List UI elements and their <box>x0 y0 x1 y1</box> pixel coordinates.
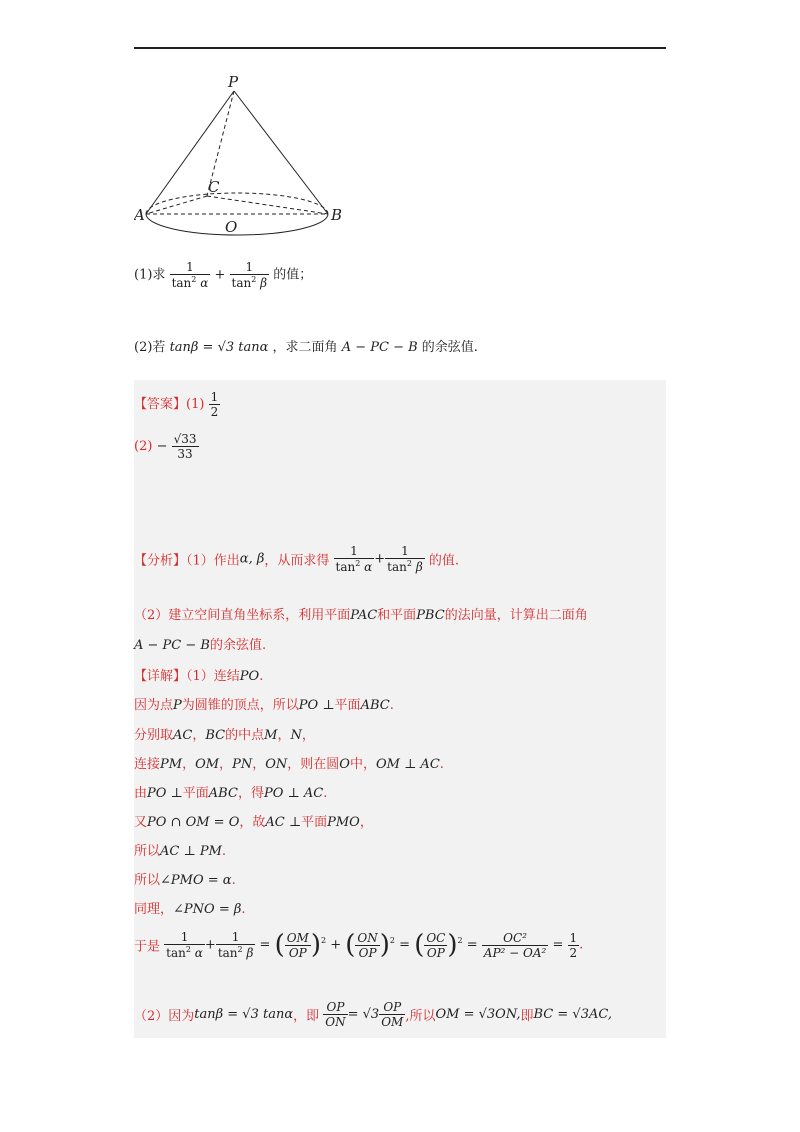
detail-line-4: 连接PM，OM，PN，ON，则在圆O中，OM ⊥ AC. <box>134 757 444 772</box>
q1-frac-alpha: $\frac{1}{\tan^2 \alpha}$ <box>171 260 209 291</box>
q2-prefix: (2)若 <box>134 340 166 355</box>
label-c: C <box>208 178 220 196</box>
answer-2-value: $\frac{√33}{33}$ <box>173 432 197 461</box>
answer-1-label: (1) <box>186 397 205 412</box>
cone-figure <box>134 74 354 244</box>
detail-line-9: 同理，∠PNO = β. <box>134 902 246 917</box>
detail-line-7: 所以AC ⊥ PM. <box>134 844 227 859</box>
q1-frac-beta: $\frac{1}{\tan^2 \beta}$ <box>231 260 268 291</box>
analysis-tag: 【分析】 <box>134 553 187 569</box>
q1-suffix: 的值； <box>273 267 313 283</box>
detail-line-3: 分别取AC，BC的中点M，N， <box>134 728 315 743</box>
detail-line-8: 所以∠PMO = α. <box>134 873 236 888</box>
detail-tag: 【详解】 <box>134 669 187 684</box>
detail-line-1: 【详解】（1）连结PO. <box>134 669 264 684</box>
detail-line-5: 由PO ⊥平面ABC，得PO ⊥ AC. <box>134 786 328 801</box>
answer-tag: 【答案】 <box>134 397 187 412</box>
detail-line-11: （2）因为tanβ = √3 tanα，即 $\frac{OP}{ON}$ = √3 $\frac{OP}{OM}$ ,所以OM = √3ON,即BC = √3AC, <box>134 1000 612 1029</box>
header-rule <box>134 47 666 49</box>
base-back-arc <box>146 193 328 214</box>
answer-1-value: $\frac{1}{2}$ <box>210 390 219 419</box>
label-b: B <box>331 206 343 224</box>
detail-line-2: 因为点P为圆锥的顶点，所以PO ⊥平面ABC. <box>134 698 394 713</box>
q2-suffix: 的余弦值. <box>421 340 478 355</box>
detail-line-10: 于是 $\frac{1}{\tan^2 \alpha}$ + $\frac{1}{\tan^2 \beta}$ = ( $\frac{OM}{OP}$ )$^2$ + ( $\frac{ON}{OP}$ )$^2$ = ( $\frac{OC}{OP}$ )$^2$ = $\frac{\text{OC²}}{\text{AP² − OA²}}$ = $\frac{1}{2}$ . <box>134 930 584 960</box>
analysis-line-3: A − PC − B的余弦值. <box>134 638 267 653</box>
q2-angle: A − PC − B <box>341 340 418 355</box>
answer-line-1 <box>134 390 220 419</box>
question-2 <box>134 340 478 356</box>
label-a: A <box>134 206 145 224</box>
analysis-line-2: （2）建立空间直角坐标系，利用平面PAC和平面PBC的法向量，计算出二面角 <box>134 608 588 623</box>
question-1: (1)求 $\frac{1}{\tan^2 \alpha}$ + $\frac{1}{\tan^2 \beta}$ 的值； <box>134 260 313 291</box>
analysis-line-1: 【分析】（1）作出α, β，从而求得 $\frac{1}{\tan^2 \alpha}$ + $\frac{1}{\tan^2 \beta}$ 的值. <box>134 544 460 574</box>
answer-2-label: (2) <box>134 439 153 454</box>
detail-line-6: 又PO ∩ OM = O，故AC ⊥平面PMO， <box>134 815 373 830</box>
edge-cb <box>207 196 328 214</box>
label-o: O <box>225 218 238 236</box>
label-p: P <box>228 74 239 91</box>
answer-2-sign: − <box>156 439 168 454</box>
q1-prefix: (1)求 <box>134 267 166 283</box>
answer-line-2 <box>134 432 199 461</box>
q2-middle: ，求二面角 <box>272 340 338 355</box>
q2-condition: tanβ = √3 tanα <box>169 340 269 355</box>
